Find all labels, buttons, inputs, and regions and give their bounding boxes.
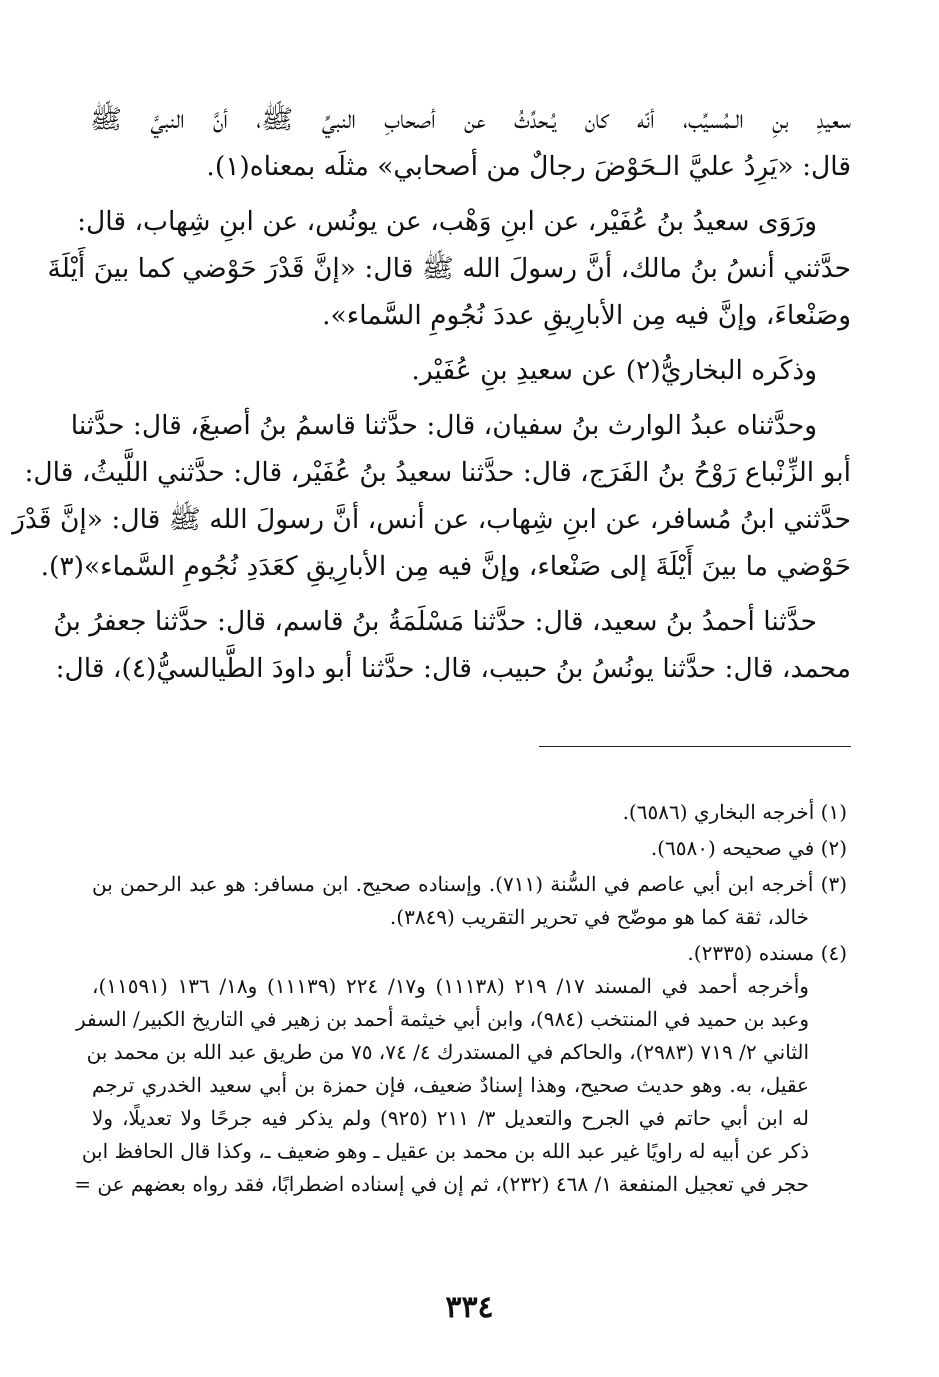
- text-line: حدَّثنا أحمدُ بنُ سعيد، قال: حدَّثنا مَسْلَمَةُ بنُ قاسم، قال: حدَّثنا جعفرُ بنُ: [53, 606, 817, 637]
- text-line: حدَّثني ابنُ مُسافر، عن ابنِ شِهاب، عن أنس، أنَّ رسولَ الله ﷺ قال: «إنَّ قَدْرَ: [12, 504, 851, 535]
- footnote-1: [92, 796, 847, 829]
- paragraph-1: [90, 96, 851, 190]
- text-line: سعيدِ بنِ الـمُسيِّب، أنّه كان يُـحدِّثُ عن أصحابِ النبيِّ ﷺ، أنَّ النبيَّ ﷺ: [90, 104, 851, 135]
- main-text: [12, 96, 851, 700]
- page-number: ٣٣٤: [445, 1290, 494, 1325]
- footnote-line: الثاني ٢/ ٧١٩ (٢٩٨٣)، والحاكم في المستدرك ٤/ ٧٤، ٧٥ من طريق عبد الله بن محمد بن: [86, 1040, 809, 1064]
- footnote-line: ذكر عن أبيه له راويًا غير عبد الله بن محمد بن عقيل ـ وهو ضعيف ـ، وكذا قال الحافظ ابن: [81, 1139, 809, 1163]
- footnote-separator: [539, 746, 851, 747]
- paragraph-5: [53, 598, 851, 692]
- footnote-3: [92, 868, 847, 934]
- paragraph-4: [12, 402, 851, 590]
- text-line: حدَّثني أنسُ بنُ مالك، أنَّ رسولَ الله ﷺ قال: «إنَّ قَدْرَ حَوْضي كما بينَ أَيْلَةَ: [47, 253, 851, 284]
- footnote-line: (٢) في صحيحه (٦٥٨٠).: [650, 836, 847, 860]
- text-line: ورَوَى سعيدُ بنُ عُفَيْر، عن ابنِ وَهْب، عن يونُس، عن ابنِ شِهاب، قال:: [77, 206, 817, 237]
- footnote-line: له ابن أبي حاتم في الجرح والتعديل ٣/ ٢١١ (٩٢٥) ولم يذكر فيه جرحًا ولا تعديلًا، ولا: [92, 1106, 809, 1130]
- paragraph-2: [47, 198, 851, 339]
- footnote-line: (٣) أخرجه ابن أبي عاصم في السُّنة (٧١١). وإسناده صحيح. ابن مسافر: هو عبد الرحمن بن: [92, 872, 847, 896]
- text-line: حَوْضي ما بينَ أَيْلَةَ إلى صَنْعاء، وإنَّ فيه مِن الأبارِيقِ كعَدَدِ نُجُومِ السَّماء»(٣).: [40, 551, 851, 582]
- text-line: وذكَره البخاريُّ(٢) عن سعيدِ بنِ عُفَيْر.: [411, 355, 817, 386]
- footnote-line: خالد، ثقة كما هو موضّح في تحرير التقريب (٣٨٤٩).: [389, 905, 809, 929]
- footnote-line: (١) أخرجه البخاري (٦٥٨٦).: [622, 800, 847, 824]
- footnote-4: [74, 937, 847, 1201]
- footnote-2: [92, 832, 847, 865]
- text-line: وحدَّثناه عبدُ الوارث بنُ سفيان، قال: حدَّثنا قاسمُ بنُ أصبغَ، قال: حدَّثنا: [70, 410, 817, 441]
- footnote-line: (٤) مسنده (٢٣٣٥).: [687, 941, 847, 965]
- footnote-line: حجر في تعجيل المنفعة ١/ ٤٦٨ (٢٣٢)، ثم إن في إسناده اضطرابًا، فقد رواه بعضهم عن =: [74, 1172, 809, 1196]
- footnote-line: عقيل، به. وهو حديث صحيح، وهذا إسنادٌ ضعيف، فإن حمزة بن أبي سعيد الخدري ترجم: [92, 1073, 809, 1097]
- text-line: وصَنْعاءَ، وإنَّ فيه مِن الأبارِيقِ عددَ نُجُومِ السَّماء».: [322, 300, 851, 331]
- footnote-line: وعبد بن حميد في المنتخب (٩٨٤)، وابن أبي خيثمة أحمد بن زهير في التاريخ الكبير/ السفر: [76, 1007, 809, 1031]
- paragraph-3: [90, 347, 851, 394]
- footnotes: [74, 796, 847, 1204]
- text-line: قال: «يَرِدُ عليَّ الـحَوْضَ رجالٌ من أصحابي» مثلَه بمعناه(١).: [206, 151, 851, 182]
- text-line: أبو الزِّنْباع رَوْحُ بنُ الفَرَج، قال: حدَّثنا سعيدُ بنُ عُفَيْر، قال: حدَّثني اللَّيثُ، قال:: [24, 457, 851, 488]
- text-line: محمد، قال: حدَّثنا يونُسُ بنُ حبيب، قال: حدَّثنا أبو داودَ الطَّيالسيُّ(٤)، قال:: [55, 653, 851, 684]
- footnote-line: وأخرجه أحمد في المسند ١٧/ ٢١٩ (١١١٣٨) و١٧/ ٢٢٤ (١١١٣٩) و١٨/ ١٣٦ (١١٥٩١)،: [92, 974, 809, 998]
